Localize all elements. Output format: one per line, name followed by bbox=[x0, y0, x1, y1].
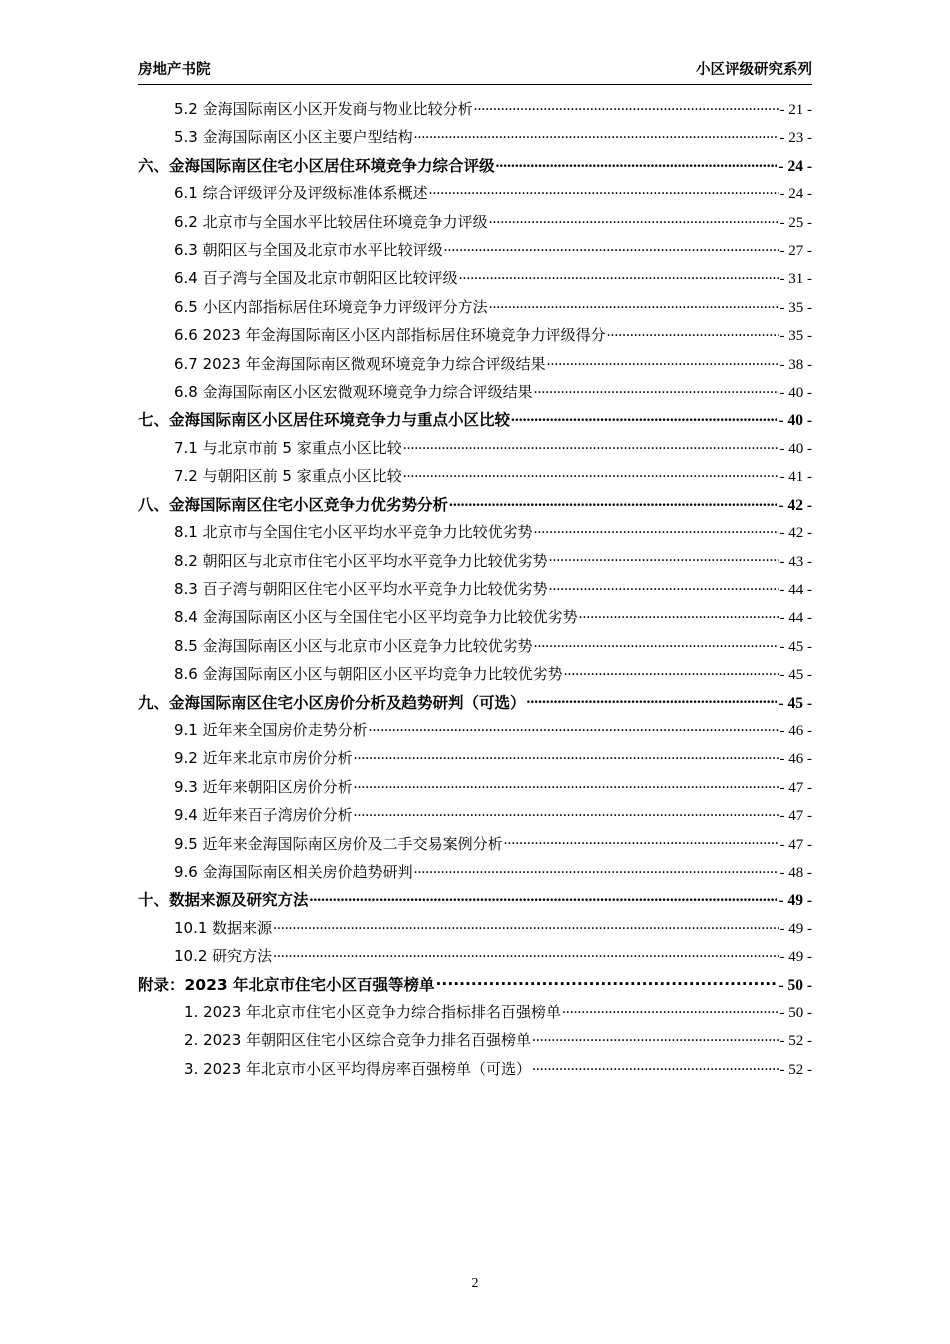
toc-entry-page: - 52 - bbox=[779, 1061, 812, 1078]
toc-entry[interactable] bbox=[174, 209, 812, 237]
toc-entry[interactable] bbox=[174, 265, 812, 293]
toc-entry-page: - 45 - bbox=[778, 694, 812, 712]
toc-entry[interactable] bbox=[174, 124, 812, 152]
toc-entry-page: - 23 - bbox=[779, 130, 812, 147]
toc-entry[interactable] bbox=[138, 690, 812, 717]
toc-entry-page: - 38 - bbox=[779, 356, 812, 373]
toc-entry[interactable] bbox=[174, 435, 812, 463]
toc-entry[interactable] bbox=[174, 463, 812, 491]
toc-entry-label: 6.3 朝阳区与全国及北京市水平比较评级 bbox=[174, 241, 443, 260]
toc-entry-label: 八、金海国际南区住宅小区竞争力优劣势分析 bbox=[138, 495, 449, 514]
toc-entry-page: - 45 - bbox=[779, 638, 812, 655]
toc-entry-page: - 47 - bbox=[779, 779, 812, 796]
toc-entry-label: 9.1 近年来全国房价走势分析 bbox=[174, 720, 368, 739]
toc-entry-page: - 40 - bbox=[778, 412, 812, 430]
toc-entry[interactable] bbox=[174, 322, 812, 350]
toc-entry[interactable] bbox=[174, 859, 812, 887]
toc-leader-dots bbox=[273, 918, 778, 933]
toc-entry-page: - 49 - bbox=[779, 949, 812, 966]
toc-leader-dots bbox=[489, 212, 779, 227]
toc-entry-label: 十、数据来源及研究方法 bbox=[138, 891, 309, 910]
toc-entry-page: - 46 - bbox=[779, 751, 812, 768]
toc-entry-page: - 50 - bbox=[778, 976, 812, 994]
toc-entry-label: 5.3 金海国际南区小区主要户型结构 bbox=[174, 128, 413, 147]
toc-entry-page: - 47 - bbox=[779, 808, 812, 825]
toc-entry-label: 9.6 金海国际南区相关房价趋势研判 bbox=[174, 862, 413, 881]
toc-entry[interactable] bbox=[174, 831, 812, 859]
toc-leader-dots bbox=[414, 862, 779, 877]
toc-entry-label: 7.2 与朝阳区前 5 家重点小区比较 bbox=[174, 467, 402, 486]
page-footer bbox=[0, 1276, 950, 1292]
toc-leader-dots bbox=[607, 325, 779, 340]
header-left-text: 房地产书院 bbox=[138, 62, 211, 78]
toc-entry-label: 6.8 金海国际南区小区宏微观环境竞争力综合评级结果 bbox=[174, 383, 533, 402]
toc-entry[interactable] bbox=[174, 745, 812, 773]
toc-entry-label: 9.4 近年来百子湾房价分析 bbox=[174, 806, 353, 825]
toc-entry-page: - 25 - bbox=[779, 214, 812, 231]
toc-leader-dots bbox=[474, 99, 779, 114]
toc-entry-page: - 41 - bbox=[779, 469, 812, 486]
toc-entry[interactable] bbox=[184, 999, 812, 1027]
toc-entry-label: 6.5 小区内部指标居住环境竞争力评级评分方法 bbox=[174, 297, 488, 316]
toc-entry-label: 9.5 近年来金海国际南区房价及二手交易案例分析 bbox=[174, 834, 503, 853]
toc-entry-label: 5.2 金海国际南区小区开发商与物业比较分析 bbox=[174, 100, 473, 118]
toc-entry-page: - 49 - bbox=[778, 892, 812, 910]
toc-entry-label: 8.1 北京市与全国住宅小区平均水平竞争力比较优劣势 bbox=[174, 523, 533, 542]
toc-entry-page: - 42 - bbox=[778, 496, 812, 514]
toc-entry-label: 1. 2023 年北京市住宅小区竞争力综合指标排名百强榜单 bbox=[184, 1003, 562, 1021]
toc-leader-dots bbox=[429, 183, 779, 198]
toc-entry-page: - 21 - bbox=[779, 102, 812, 118]
toc-entry-label: 8.5 金海国际南区小区与北京市小区竞争力比较优劣势 bbox=[174, 636, 533, 655]
toc-leader-dots bbox=[549, 551, 779, 566]
toc-leader-dots bbox=[449, 494, 777, 510]
toc-entry-label: 8.4 金海国际南区小区与全国住宅小区平均竞争力比较优劣势 bbox=[174, 608, 578, 627]
toc-entry-label: 9.2 近年来北京市房价分析 bbox=[174, 749, 353, 768]
toc-entry[interactable] bbox=[174, 294, 812, 322]
toc-leader-dots bbox=[459, 268, 779, 283]
toc-leader-dots bbox=[511, 410, 777, 426]
toc-entry-label: 10.2 研究方法 bbox=[174, 947, 273, 966]
toc-entry-label: 3. 2023 年北京市小区平均得房率百强榜单（可选） bbox=[184, 1059, 532, 1078]
toc-entry-page: - 45 - bbox=[779, 667, 812, 684]
header-divider bbox=[138, 84, 812, 85]
toc-entry[interactable] bbox=[184, 1027, 812, 1055]
toc-entry[interactable] bbox=[174, 633, 812, 661]
toc-entry[interactable] bbox=[138, 972, 812, 999]
toc-leader-dots bbox=[414, 127, 779, 142]
toc-leader-dots bbox=[354, 748, 779, 763]
table-of-contents bbox=[138, 96, 812, 1084]
toc-leader-dots bbox=[489, 297, 779, 312]
toc-entry[interactable] bbox=[184, 1056, 812, 1084]
toc-entry-label: 8.3 百子湾与朝阳区住宅小区平均水平竞争力比较优劣势 bbox=[174, 579, 548, 598]
toc-leader-dots bbox=[564, 664, 779, 679]
toc-leader-dots bbox=[310, 890, 778, 906]
toc-entry[interactable] bbox=[174, 576, 812, 604]
toc-entry-page: - 44 - bbox=[779, 581, 812, 598]
toc-leader-dots bbox=[532, 1059, 778, 1074]
toc-entry-page: - 49 - bbox=[779, 920, 812, 937]
toc-entry[interactable] bbox=[138, 153, 812, 180]
toc-entry-page: - 46 - bbox=[779, 722, 812, 739]
toc-entry[interactable] bbox=[174, 915, 812, 943]
toc-entry-page: - 24 - bbox=[778, 157, 812, 175]
toc-entry-label: 附录：2023 年北京市住宅小区百强等榜单 bbox=[138, 975, 435, 994]
toc-entry-page: - 31 - bbox=[779, 271, 812, 288]
toc-entry-page: - 48 - bbox=[779, 864, 812, 881]
toc-entry[interactable] bbox=[174, 717, 812, 745]
toc-entry-label: 九、金海国际南区住宅小区房价分析及趋势研判（可选） bbox=[138, 693, 526, 712]
toc-entry[interactable] bbox=[174, 180, 812, 208]
toc-entry[interactable] bbox=[174, 548, 812, 576]
toc-entry[interactable] bbox=[174, 351, 812, 379]
toc-entry[interactable] bbox=[174, 604, 812, 632]
toc-entry-page: - 44 - bbox=[779, 610, 812, 627]
toc-entry-label: 9.3 近年来朝阳区房价分析 bbox=[174, 777, 353, 796]
toc-leader-dots bbox=[273, 946, 778, 961]
toc-entry-label: 七、金海国际南区小区居住环境竞争力与重点小区比较 bbox=[138, 411, 511, 430]
toc-leader-dots bbox=[527, 692, 778, 708]
toc-entry-page: - 40 - bbox=[779, 385, 812, 402]
toc-entry[interactable] bbox=[174, 237, 812, 265]
toc-entry[interactable] bbox=[174, 661, 812, 689]
toc-entry-page: - 35 - bbox=[779, 299, 812, 316]
toc-leader-dots bbox=[534, 636, 779, 651]
toc-entry-label: 6.2 北京市与全国水平比较居住环境竞争力评级 bbox=[174, 212, 488, 231]
toc-leader-dots bbox=[579, 607, 779, 622]
toc-entry-page: - 43 - bbox=[779, 553, 812, 570]
page-number: 2 bbox=[471, 1276, 479, 1291]
toc-entry-label: 6.7 2023 年金海国际南区微观环境竞争力综合评级结果 bbox=[174, 354, 546, 373]
toc-entry-page: - 27 - bbox=[779, 243, 812, 260]
toc-leader-dots bbox=[547, 354, 779, 369]
toc-leader-dots bbox=[354, 805, 779, 820]
toc-leader-dots bbox=[504, 834, 779, 849]
toc-leader-dots bbox=[369, 720, 779, 735]
toc-leader-dots bbox=[403, 466, 779, 481]
toc-entry[interactable] bbox=[174, 802, 812, 830]
toc-entry-page: - 24 - bbox=[779, 186, 812, 203]
toc-leader-dots bbox=[403, 438, 779, 453]
toc-entry-label: 10.1 数据来源 bbox=[174, 918, 273, 937]
toc-entry-page: - 40 - bbox=[779, 440, 812, 457]
toc-entry-page: - 52 - bbox=[779, 1033, 812, 1050]
toc-entry[interactable] bbox=[138, 887, 812, 914]
toc-entry-label: 6.4 百子湾与全国及北京市朝阳区比较评级 bbox=[174, 269, 458, 288]
toc-leader-dots bbox=[534, 522, 779, 537]
toc-entry-label: 6.1 综合评级评分及评级标准体系概述 bbox=[174, 184, 428, 203]
toc-entry-label: 8.2 朝阳区与北京市住宅小区平均水平竞争力比较优劣势 bbox=[174, 551, 548, 570]
toc-leader-dots bbox=[496, 155, 778, 171]
toc-leader-dots bbox=[549, 579, 779, 594]
toc-entry-label: 8.6 金海国际南区小区与朝阳区小区平均竞争力比较优劣势 bbox=[174, 665, 563, 684]
toc-entry[interactable] bbox=[174, 379, 812, 407]
toc-entry-page: - 50 - bbox=[779, 1005, 812, 1021]
toc-leader-dots bbox=[534, 382, 779, 397]
toc-leader-dots bbox=[444, 240, 779, 255]
toc-entry[interactable] bbox=[174, 943, 812, 971]
toc-entry[interactable] bbox=[174, 519, 812, 547]
toc-entry[interactable] bbox=[138, 407, 812, 434]
toc-entry-page: - 35 - bbox=[779, 328, 812, 345]
toc-entry-label: 六、金海国际南区住宅小区居住环境竞争力综合评级 bbox=[138, 156, 495, 175]
toc-entry-label: 6.6 2023 年金海国际南区小区内部指标居住环境竞争力评级得分 bbox=[174, 326, 606, 345]
toc-entry-page: - 47 - bbox=[779, 836, 812, 853]
page-header bbox=[138, 58, 812, 84]
toc-leader-dots bbox=[436, 974, 778, 990]
toc-leader-dots bbox=[532, 1030, 778, 1045]
toc-entry-label: 7.1 与北京市前 5 家重点小区比较 bbox=[174, 438, 402, 457]
toc-entry-page: - 42 - bbox=[779, 525, 812, 542]
toc-entry[interactable] bbox=[138, 492, 812, 519]
toc-entry-label: 2. 2023 年朝阳区住宅小区综合竞争力排名百强榜单 bbox=[184, 1031, 532, 1050]
toc-entry[interactable] bbox=[174, 774, 812, 802]
toc-entry[interactable] bbox=[174, 96, 812, 124]
toc-leader-dots bbox=[354, 777, 779, 792]
toc-leader-dots bbox=[562, 1002, 778, 1017]
header-right-text: 小区评级研究系列 bbox=[696, 62, 812, 78]
